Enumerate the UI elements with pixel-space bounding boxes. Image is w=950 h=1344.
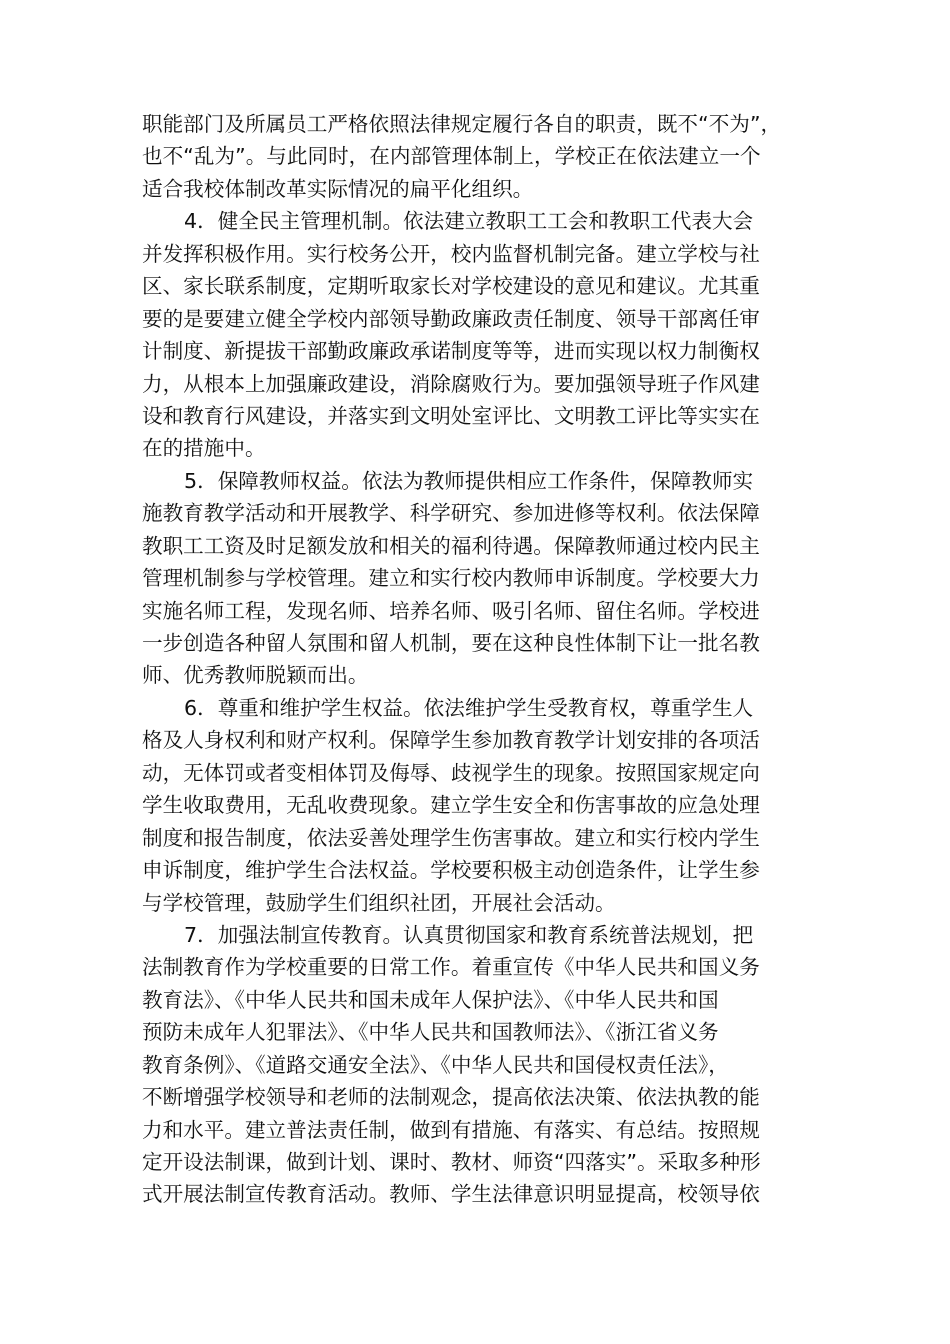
text-line: 师、优秀教师脱颖而出。 (142, 663, 369, 688)
text-line: 定开设法制课，做到计划、课时、教材、师资“四落实”。采取多种形 (142, 1150, 761, 1174)
text-line: 预防未成年人犯罪法》、《中华人民共和国教师法》、《浙江省义务 (142, 1020, 719, 1045)
text-line: 一步创造各种留人氛围和留人机制，要在这种良性体制下让一批名教 (142, 631, 760, 655)
text-line: 力和水平。建立普法责任制，做到有措施、有落实、有总结。按照规 (142, 1117, 760, 1142)
text-line: 适合我校体制改革实际情况的扁平化组织。 (142, 176, 534, 201)
text-line: 制度和报告制度，依法妥善处理学生伤害事故。建立和实行校内学生 (142, 825, 760, 850)
text-line: 教职工工资及时足额发放和相关的福利待遇。保障教师通过校内民主 (142, 533, 760, 558)
text-line: 也不“乱为”。与此同时，在内部管理体制上，学校正在依法建立一个 (142, 144, 761, 169)
text-line: 实施名师工程，发现名师、培养名师、吸引名师、留住名师。学校进 (142, 598, 760, 623)
text-line: 学生收取费用，无乱收费现象。建立学生安全和伤害事故的应急处理 (142, 793, 760, 818)
paragraph-first-line: 7．加强法制宣传教育。认真贯彻国家和教育系统普法规划，把 (184, 922, 754, 947)
text-line: 动，无体罚或者变相体罚及侮辱、歧视学生的现象。按照国家规定向 (142, 760, 760, 785)
text-line: 不断增强学校领导和老师的法制观念，提高依法决策、依法执教的能 (142, 1085, 760, 1110)
text-line: 教育法》、《中华人民共和国未成年人保护法》、《中华人民共和国 (142, 987, 719, 1012)
text-line: 设和教育行风建设，并落实到文明处室评比、文明教工评比等实实在 (142, 403, 760, 428)
text-line: 职能部门及所属员工严格依照法律规定履行各自的职责，既不“不为”， (142, 112, 782, 136)
text-line: 与学校管理，鼓励学生们组织社团，开展社会活动。 (142, 890, 616, 915)
text-line: 区、家长联系制度，定期听取家长对学校建设的意见和建议。尤其重 (142, 274, 760, 299)
document-body-text (142, 108, 814, 1211)
text-line: 在的措施中。 (142, 436, 266, 461)
text-line: 法制教育作为学校重要的日常工作。着重宣传《中华人民共和国义务 (142, 955, 760, 980)
text-line: 施教育教学活动和开展教学、科学研究、参加进修等权利。依法保障 (142, 501, 760, 526)
text-line: 计制度、新提拔干部勤政廉政承诺制度等等，进而实现以权力制衡权 (142, 339, 760, 364)
text-line: 要的是要建立健全学校内部领导勤政廉政责任制度、领导干部离任审 (142, 306, 760, 331)
paragraph-first-line: 6．尊重和维护学生权益。依法维护学生受教育权，尊重学生人 (184, 695, 754, 720)
text-line: 式开展法制宣传教育活动。教师、学生法律意识明显提高，校领导依 (142, 1182, 760, 1207)
text-line: 并发挥积极作用。实行校务公开，校内监督机制完备。建立学校与社 (142, 241, 760, 266)
text-line: 申诉制度，维护学生合法权益。学校要积极主动创造条件，让学生参 (142, 858, 760, 883)
text-line: 教育条例》、《道路交通安全法》、《中华人民共和国侵权责任法》， (142, 1052, 729, 1077)
text-line: 力，从根本上加强廉政建设，消除腐败行为。要加强领导班子作风建 (142, 371, 760, 396)
text-line: 管理机制参与学校管理。建立和实行校内教师申诉制度。学校要大力 (142, 566, 760, 591)
paragraph-first-line: 5．保障教师权益。依法为教师提供相应工作条件，保障教师实 (184, 468, 754, 493)
text-line: 格及人身权利和财产权利。保障学生参加教育教学计划安排的各项活 (142, 728, 760, 753)
paragraph-first-line: 4．健全民主管理机制。依法建立教职工工会和教职工代表大会 (184, 209, 754, 234)
